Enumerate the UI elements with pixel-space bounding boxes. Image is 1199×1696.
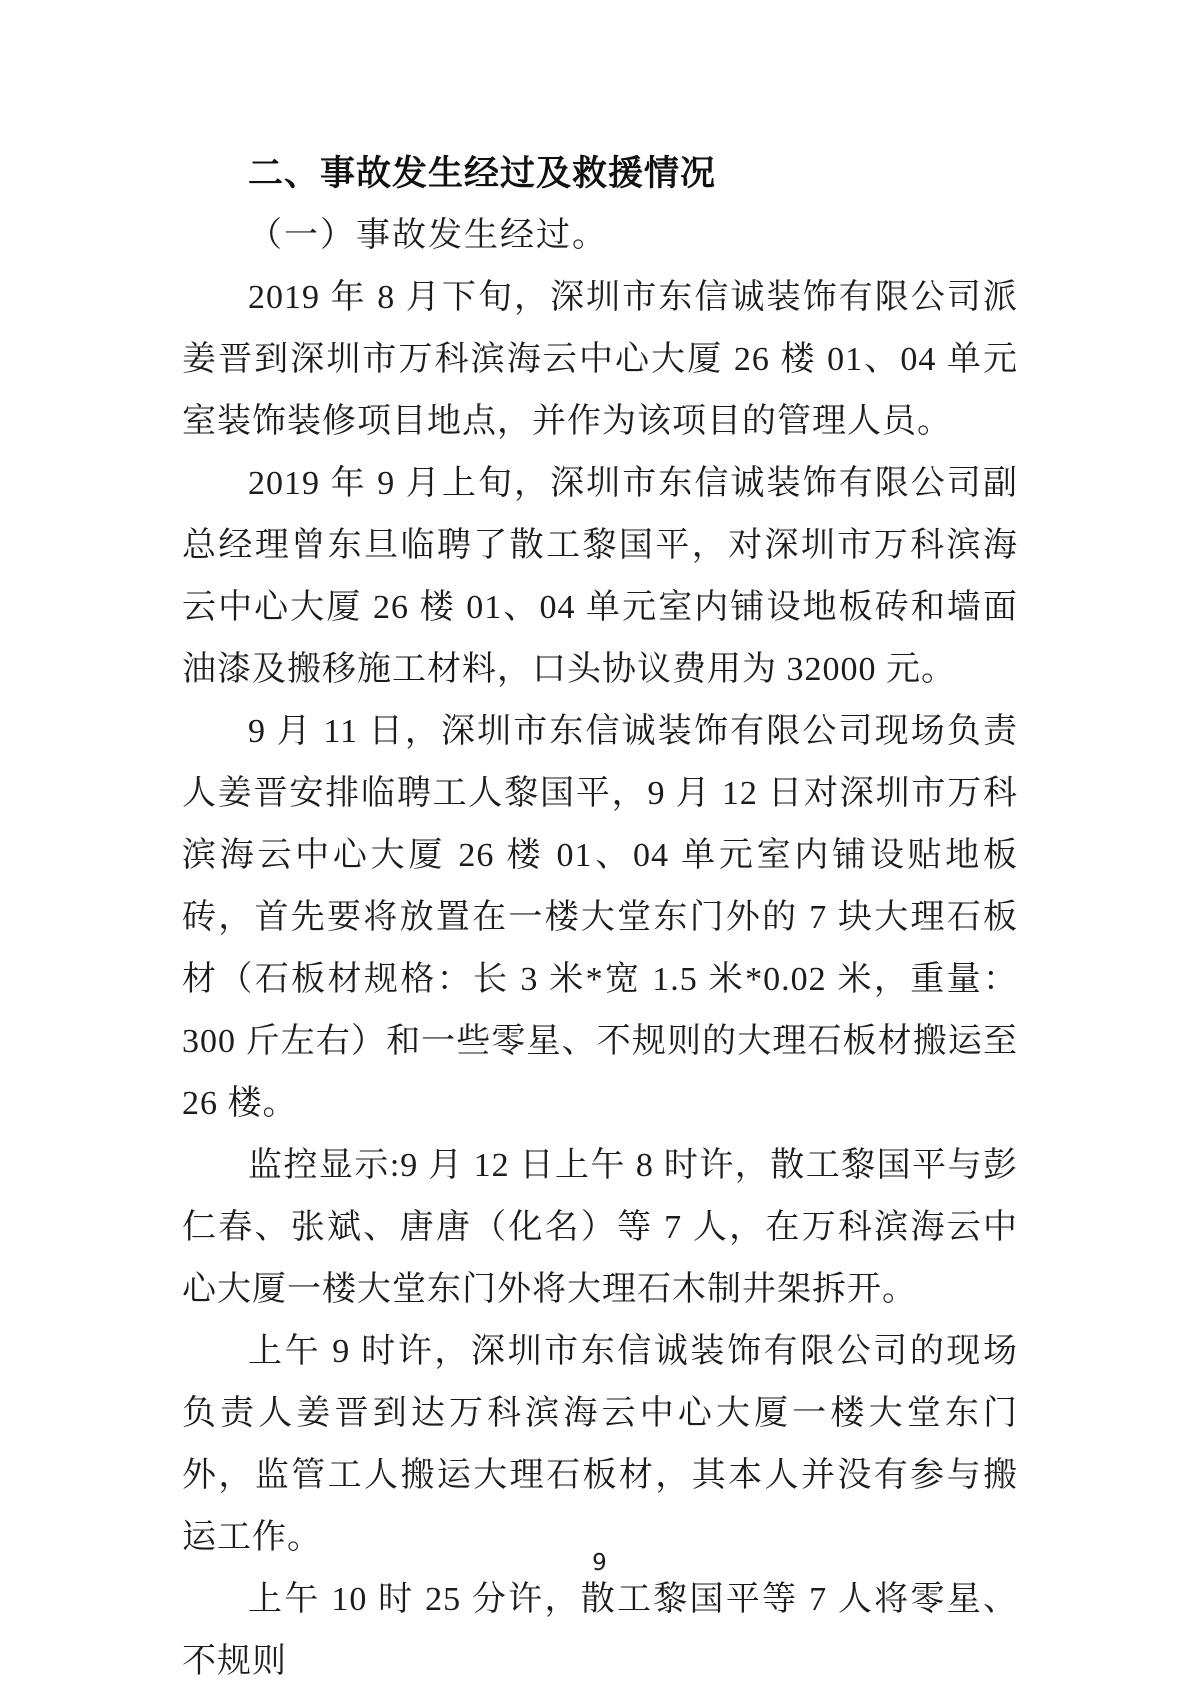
subsection-heading: （一）事故发生经过。 xyxy=(248,217,608,254)
body-paragraph: 上午 9 时许，深圳市东信诚装饰有限公司的现场负责人姜晋到达万科滨海云中心大厦一楼大堂东门外，监管工人搬运大理石板材，其本人并没有参与搬运工作。 xyxy=(182,1333,1018,1556)
body-paragraph: 2019 年 8 月下旬，深圳市东信诚装饰有限公司派姜晋到深圳市万科滨海云中心大厦 26 楼 01、04 单元室装饰装修项目地点，并作为该项目的管理人员。 xyxy=(182,279,1018,440)
body-paragraph: 9 月 11 日，深圳市东信诚装饰有限公司现场负责人姜晋安排临聘工人黎国平，9 月 12 日对深圳市万科滨海云中心大厦 26 楼 01、04 单元室内铺设贴地板砖，首先要将放置在一楼大堂东门外的 7 块大理石板材（石板材规格：长 3 米*宽 1.5 米*0.02 米，重量：300 斤左右）和一些零星、不规则的大理石板材搬运至 26 楼。 xyxy=(182,713,1018,1122)
document-content xyxy=(182,143,1018,1693)
page-number: 9 xyxy=(592,1550,607,1576)
section-heading: 二、事故发生经过及救援情况 xyxy=(248,154,717,193)
body-paragraph: 2019 年 9 月上旬，深圳市东信诚装饰有限公司副总经理曾东旦临聘了散工黎国平，对深圳市万科滨海云中心大厦 26 楼 01、04 单元室内铺设地板砖和墙面油漆及搬移施工材料，口头协议费用为 32000 元。 xyxy=(182,465,1018,688)
body-paragraph: 监控显示:9 月 12 日上午 8 时许，散工黎国平与彭仁春、张斌、唐唐（化名）等 7 人，在万科滨海云中心大厦一楼大堂东门外将大理石木制井架拆开。 xyxy=(182,1147,1018,1308)
body-paragraph: 上午 10 时 25 分许，散工黎国平等 7 人将零星、不规则 xyxy=(182,1581,1018,1680)
